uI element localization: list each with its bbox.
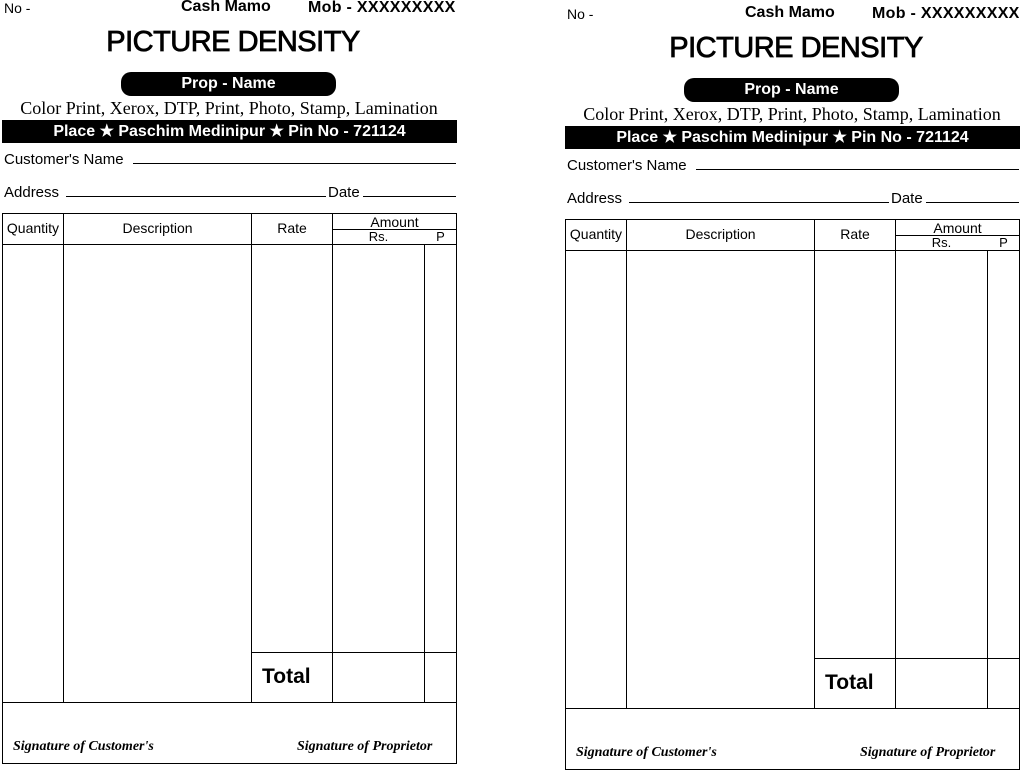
column-header-p: P bbox=[999, 235, 1008, 250]
column-divider bbox=[251, 214, 252, 702]
customer-name-field[interactable] bbox=[133, 163, 456, 164]
shop-name: PICTURE DENSITY bbox=[106, 26, 360, 58]
column-divider bbox=[987, 250, 988, 708]
signature-customer: Signature of Customer's bbox=[576, 745, 717, 760]
signature-proprietor: Signature of Proprietor bbox=[860, 745, 996, 760]
total-row-line bbox=[251, 652, 456, 653]
column-header-rs: Rs. bbox=[368, 229, 389, 244]
customer-name-field[interactable] bbox=[696, 169, 1019, 170]
address-label: Address bbox=[567, 190, 623, 207]
date-field[interactable] bbox=[926, 202, 1019, 203]
mobile-number: Mob - XXXXXXXXX bbox=[308, 0, 456, 16]
column-header-description: Description bbox=[122, 220, 193, 236]
header-bottom-line bbox=[3, 244, 456, 245]
total-row-line bbox=[814, 658, 1019, 659]
table-bottom-line bbox=[3, 702, 456, 703]
column-header-quantity: Quantity bbox=[569, 226, 623, 242]
signature-customer: Signature of Customer's bbox=[13, 739, 154, 754]
address-field[interactable] bbox=[66, 196, 326, 197]
signature-proprietor: Signature of Proprietor bbox=[297, 739, 433, 754]
customer-name-label: Customer's Name bbox=[567, 157, 687, 174]
items-table bbox=[2, 213, 457, 764]
column-header-rate: Rate bbox=[277, 220, 307, 236]
services-line: Color Print, Xerox, DTP, Print, Photo, Stamp, Lamination bbox=[583, 104, 1001, 124]
memo-number-label: No - bbox=[567, 6, 594, 22]
column-divider bbox=[814, 220, 815, 708]
column-header-rate: Rate bbox=[840, 226, 870, 242]
column-header-quantity: Quantity bbox=[6, 220, 60, 236]
cash-memo-heading: Cash Mamo bbox=[181, 0, 271, 15]
header-bottom-line bbox=[566, 250, 1019, 251]
total-label: Total bbox=[262, 665, 311, 688]
date-label: Date bbox=[328, 184, 360, 201]
proprietor-name-badge: Prop - Name bbox=[121, 72, 336, 96]
cash-memo-heading: Cash Mamo bbox=[745, 4, 835, 21]
address-field[interactable] bbox=[629, 202, 889, 203]
column-divider bbox=[424, 244, 425, 702]
date-field[interactable] bbox=[363, 196, 456, 197]
place-bar: Place ★ Paschim Medinipur ★ Pin No - 721124 bbox=[565, 126, 1020, 149]
date-label: Date bbox=[891, 190, 923, 207]
table-bottom-line bbox=[566, 708, 1019, 709]
column-header-description: Description bbox=[685, 226, 756, 242]
items-table bbox=[565, 219, 1020, 770]
column-header-amount: Amount bbox=[933, 220, 982, 236]
place-bar: Place ★ Paschim Medinipur ★ Pin No - 721124 bbox=[2, 120, 457, 143]
shop-name: PICTURE DENSITY bbox=[669, 32, 923, 64]
column-header-p: P bbox=[436, 229, 445, 244]
column-header-rs: Rs. bbox=[931, 235, 952, 250]
services-line: Color Print, Xerox, DTP, Print, Photo, Stamp, Lamination bbox=[20, 98, 438, 118]
column-divider bbox=[895, 220, 896, 708]
column-divider bbox=[332, 214, 333, 702]
column-divider bbox=[626, 220, 627, 708]
memo-number-label: No - bbox=[4, 0, 31, 16]
cash-memo-right bbox=[563, 6, 1021, 767]
cash-memo-left bbox=[0, 0, 458, 767]
address-label: Address bbox=[4, 184, 60, 201]
customer-name-label: Customer's Name bbox=[4, 151, 124, 168]
column-header-amount: Amount bbox=[370, 214, 419, 230]
mobile-number: Mob - XXXXXXXXX bbox=[872, 5, 1020, 22]
column-divider bbox=[63, 214, 64, 702]
total-label: Total bbox=[825, 671, 874, 694]
proprietor-name-badge: Prop - Name bbox=[684, 78, 899, 102]
